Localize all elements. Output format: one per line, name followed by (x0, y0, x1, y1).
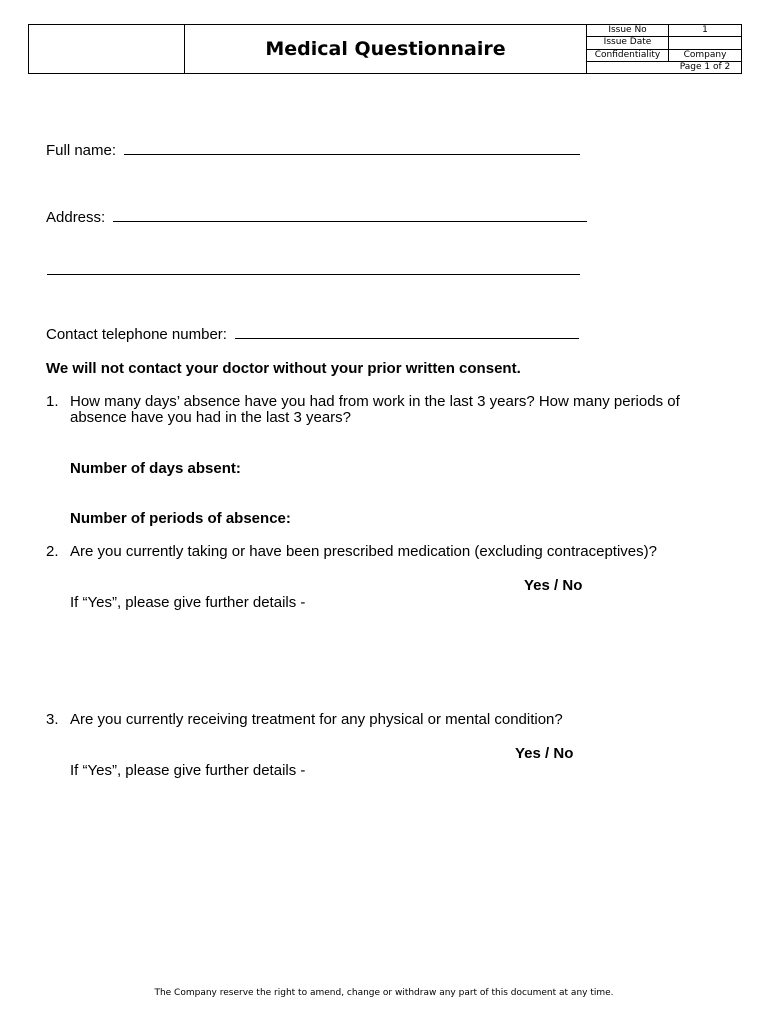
issue-no-label: Issue No (587, 25, 669, 36)
contact-line[interactable] (235, 325, 579, 339)
confidentiality-value: Company (683, 49, 727, 60)
meta-row-confidentiality (587, 50, 741, 62)
title-cell (185, 25, 587, 73)
question-2-number: 2. (46, 543, 59, 560)
document-header (28, 24, 742, 74)
address-label: Address: (46, 209, 106, 226)
issue-date-label: Issue Date (587, 37, 669, 48)
meta-row-page (587, 62, 741, 73)
address-line-1[interactable] (113, 208, 587, 222)
logo-placeholder (29, 25, 185, 73)
question-1-number: 1. (46, 393, 59, 410)
question-1-text-line2: absence have you had in the last 3 years? (70, 409, 352, 426)
contact-label: Contact telephone number: (46, 326, 227, 343)
page-indicator: Page 1 of 2 (679, 61, 731, 72)
footer-disclaimer: The Company reserve the right to amend, change or withdraw any part of this document at any time. (154, 988, 614, 998)
question-1-text-line1: How many days’ absence have you had from work in the last 3 years? How many periods of (70, 393, 680, 410)
confidentiality-label: Confidentiality (587, 50, 669, 61)
document-meta-table (587, 25, 741, 73)
consent-notice: We will not contact your doctor without your prior written consent. (46, 360, 521, 377)
question-2-text: Are you currently taking or have been prescribed medication (excluding contraceptives)? (70, 543, 657, 560)
days-absent-label: Number of days absent: (70, 460, 241, 477)
issue-no-value: 1 (702, 25, 708, 35)
periods-absent-label: Number of periods of absence: (70, 510, 291, 527)
meta-row-issue-no (587, 25, 741, 37)
contact-field[interactable] (46, 325, 579, 343)
address-line-2[interactable] (47, 273, 580, 275)
address-field[interactable] (46, 208, 587, 226)
meta-row-issue-date (587, 37, 741, 49)
question-3-details-prompt: If “Yes”, please give further details - (70, 762, 306, 779)
full-name-field[interactable] (46, 141, 580, 159)
question-3-yes-no[interactable]: Yes / No (515, 745, 574, 762)
question-3-text: Are you currently receiving treatment for any physical or mental condition? (70, 711, 563, 728)
question-2-details-prompt: If “Yes”, please give further details - (70, 594, 306, 611)
question-3-number: 3. (46, 711, 59, 728)
issue-date-value (669, 37, 741, 48)
question-2-yes-no[interactable]: Yes / No (524, 577, 583, 594)
full-name-line[interactable] (124, 141, 580, 155)
full-name-label: Full name: (46, 142, 117, 159)
document-title: Medical Questionnaire (265, 38, 506, 60)
